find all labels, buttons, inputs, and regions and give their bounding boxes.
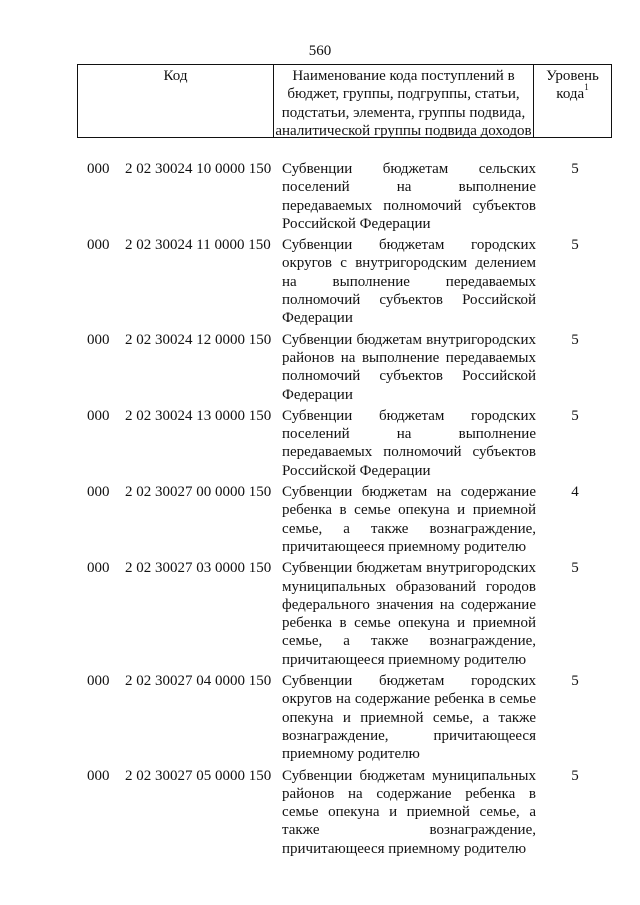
header-name-cell (274, 65, 534, 137)
admin-code: 000 (87, 161, 110, 177)
admin-code: 000 (87, 560, 110, 577)
revenue-code: 2 02 30027 03 0000 150 (125, 560, 272, 577)
revenue-code: 2 02 30027 05 0000 150 (125, 767, 272, 784)
header-level-label: Уровень кода (546, 68, 599, 103)
code-level: 5 (571, 560, 579, 577)
admin-code: 000 (87, 407, 110, 424)
table-row (0, 160, 640, 233)
revenue-code: 2 02 30024 10 0000 150 (125, 161, 272, 177)
footnote-marker: 1 (584, 82, 589, 93)
code-level: 5 (571, 673, 579, 690)
table-row (0, 559, 640, 669)
table-header (77, 64, 612, 138)
admin-code: 000 (87, 331, 110, 348)
revenue-code: 2 02 30024 12 0000 150 (125, 331, 272, 348)
revenue-code: 2 02 30024 13 0000 150 (125, 407, 272, 424)
table-row (0, 767, 640, 858)
page-number: 560 (308, 43, 332, 59)
code-level: 5 (571, 767, 579, 784)
revenue-name: Субвенции бюджетам внутригородских муниципальных образований городов федерального значения на содержание ребенка в семье опекуна и приемной семье, а также вознаграждение, причитающееся приемному родителю (282, 560, 536, 668)
header-level-cell (534, 65, 611, 137)
table-body (0, 160, 640, 858)
header-name-label: Наименование кода поступлений в бюджет, группы, подгруппы, статьи, подстатьи, элемента, группы подвида, аналитической группы подвида доходов (275, 68, 532, 139)
revenue-code: 2 02 30027 04 0000 150 (125, 673, 272, 690)
admin-code: 000 (87, 767, 110, 784)
revenue-code: 2 02 30027 00 0000 150 (125, 484, 272, 501)
table-row (0, 407, 640, 480)
admin-code: 000 (87, 237, 110, 254)
revenue-code: 2 02 30024 11 0000 150 (125, 237, 271, 254)
revenue-name: Субвенции бюджетам на содержание ребенка в семье опекуна и приемной семье, а также вознаграждение, причитающееся приемному родителю (282, 484, 536, 555)
table-row (0, 236, 640, 327)
header-code-cell (78, 65, 274, 137)
table-row (0, 331, 640, 404)
code-level: 5 (571, 407, 579, 424)
code-level: 5 (571, 161, 579, 177)
code-level: 5 (571, 237, 579, 254)
header-code-label: Код (163, 68, 188, 84)
revenue-name: Субвенции бюджетам городских поселений на выполнение передаваемых полномочий субъектов Российской Федерации (282, 407, 536, 479)
table-row (0, 672, 640, 763)
revenue-name: Субвенции бюджетам муниципальных районов на содержание ребенка в семье опекуна и приемной семье, а также вознаграждение, причитающееся приемному родителю (282, 767, 536, 857)
revenue-name: Субвенции бюджетам городских округов с внутригородским делением на выполнение передаваемых полномочий субъектов Российской Федерации (282, 237, 536, 327)
admin-code: 000 (87, 673, 110, 690)
revenue-name: Субвенции бюджетам сельских поселений на выполнение передаваемых полномочий субъектов Российской Федерации (282, 161, 536, 232)
revenue-name: Субвенции бюджетам городских округов на содержание ребенка в семье опекуна и приемной семье, а также вознаграждение, причитающееся приемному родителю (282, 673, 536, 763)
revenue-name: Субвенции бюджетам внутригородских районов на выполнение передаваемых полномочий субъектов Российской Федерации (282, 331, 536, 403)
admin-code: 000 (87, 484, 110, 501)
code-level: 5 (571, 331, 579, 348)
table-row (0, 483, 640, 556)
code-level: 4 (571, 484, 579, 501)
